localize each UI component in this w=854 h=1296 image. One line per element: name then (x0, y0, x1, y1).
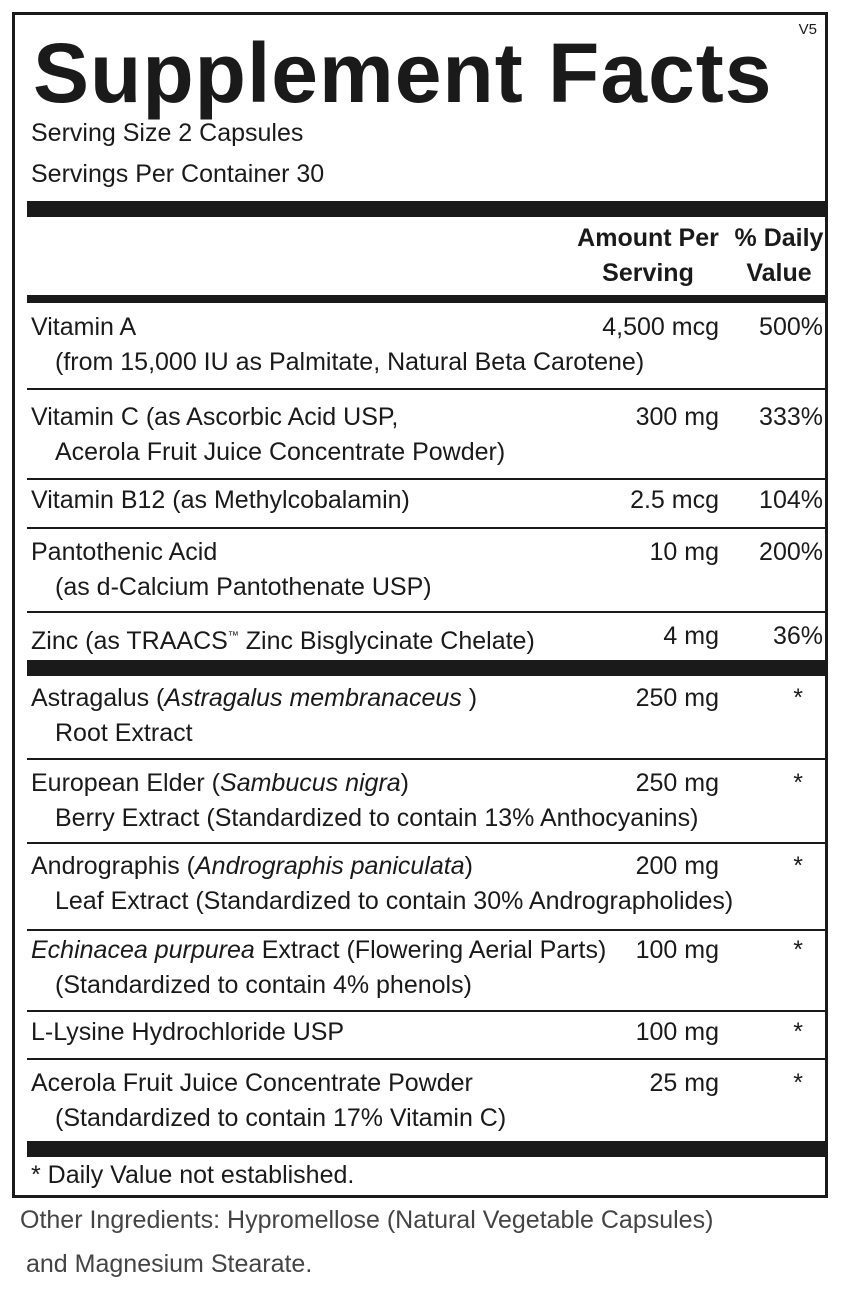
other-ingredients-line-1: Other Ingredients: Hypromellose (Natural Vegetable Capsules) (20, 1206, 714, 1234)
row-divider (27, 388, 828, 390)
other-ingredients-line-2: and Magnesium Stearate. (26, 1250, 313, 1278)
row-divider (27, 611, 828, 613)
daily-value-footnote: * Daily Value not established. (31, 1161, 355, 1189)
row-divider (27, 527, 828, 529)
thick-divider (27, 201, 828, 217)
thick-divider (27, 1141, 828, 1157)
row-divider (27, 1010, 828, 1012)
row-divider (27, 758, 828, 760)
serving-size: Serving Size 2 Capsules (31, 119, 304, 147)
header-amount-per-serving: Amount Per Serving (577, 224, 719, 287)
supplement-facts-panel: Supplement Facts V5 Serving Size 2 Capsules Servings Per Container 30 Amount Per Serving % Daily Value Vitamin A (from 15,000 IU as Palmitate, Natural Beta Carotene) 4,500 mcg 500% Vitamin C (as Ascorbic Acid USP, Acerola Fruit Juice Concentrate Powder) 300 mg 333% Vitamin B12 (as Methylcobalamin) 2.5 mcg 104% Pantothenic Acid (as d-Calcium Pantothenate USP) 10 mg 200% Zinc (as TRAACS™ Zinc Bisglycinate Chelate) 4 mg 36% Astragalus (Astragalus membranaceus ) Root Extract 250 mg * European Elder (Sambucus nigra) Berry Extract (Standardized to contain 13% Anthocyanins) 250 mg * Andrographis (Andrographis paniculata) Leaf Extract (Standardized to contain 30% Andrographolides) 200 mg * Echinacea purpurea Extract (Flowering Aerial Parts) (Standardized to contain 4% phenols) 100 mg * L-Lysine Hydrochloride USP 100 mg * Acerola Fruit Juice Concentrate Powder (Standardized to contain 17% Vitamin C) 25 mg * * Daily Value not established. (12, 12, 828, 1198)
panel-title: Supplement Facts (33, 26, 773, 120)
row-divider (27, 929, 828, 931)
row-divider (27, 842, 828, 844)
medium-divider (27, 295, 828, 303)
version-code: V5 (798, 21, 817, 38)
thick-divider (27, 660, 828, 676)
row-divider (27, 1058, 828, 1060)
row-divider (27, 478, 828, 480)
header-daily-value: % Daily Value (734, 224, 824, 287)
servings-per-container: Servings Per Container 30 (31, 160, 325, 188)
